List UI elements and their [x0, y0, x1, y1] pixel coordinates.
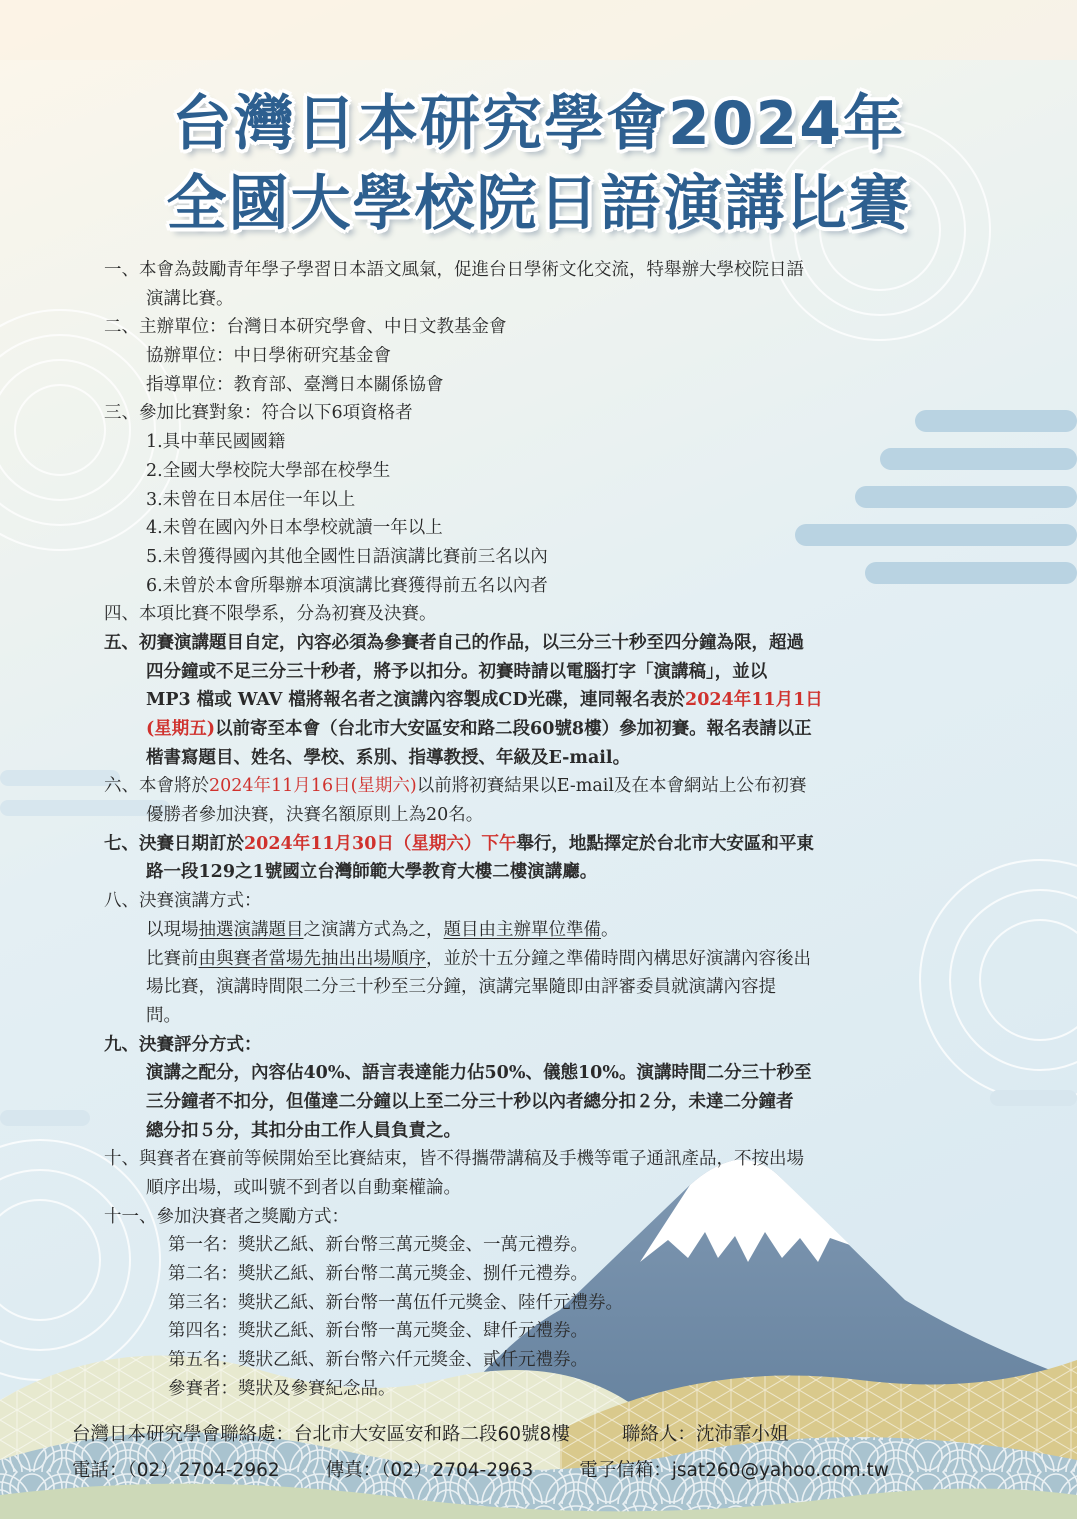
section-8-line-3: 場比賽，演講時間限二分三十秒至三分鐘，演講完畢隨即由評審委員就演講內容提: [146, 977, 776, 998]
section-1: 一、本會為鼓勵青年學子學習日本語文風氣，促進台日學術文化交流，特舉辦大學校院日語: [104, 260, 804, 280]
results-date: 2024年11月16日(星期六): [209, 776, 417, 797]
eligibility-item: 5.未曾獲得國內其他全國性日語演講比賽前三名以內: [146, 546, 548, 567]
section-7: 七、決賽日期訂於2024年11月30日（星期六）下午舉行，地點擇定於台北市大安區和平東: [104, 833, 814, 854]
section-5-line-4: (星期五)以前寄至本會（台北市大安區安和路二段60號8樓）參加初賽。報名表請以正: [146, 719, 812, 739]
section-6-line-2: 優勝者參加決賽，決賽名額原則上為20名。: [146, 805, 484, 826]
rules-body: [104, 256, 964, 1404]
section-5-line-5: 楷書寫題目、姓名、學校、系別、指導教授、年級及E-mail。: [146, 747, 631, 768]
footer-phone-line: [72, 1456, 1012, 1482]
section-8-line-2: 比賽前由與賽者當場先抽出出場順序，並於十五分鐘之準備時間內構思好演講內容後出: [146, 948, 811, 969]
prize-item: 第三名：獎狀乙紙、新台幣一萬伍仟元獎金、陸仟元禮券。: [168, 1292, 623, 1313]
co-organizer: 協辦單位：中日學術研究基金會: [146, 346, 391, 367]
prize-item: 第二名：獎狀乙紙、新台幣二萬元獎金、捌仟元禮券。: [168, 1264, 588, 1285]
eligibility-item: 2.全國大學校院大學部在校學生: [146, 460, 391, 481]
section-4: 四、本項比賽不限學系，分為初賽及決賽。: [104, 604, 437, 625]
section-5-line-3: MP3 檔或 WAV 檔將報名者之演講內容製成CD光碟，連同報名表於2024年11月1日: [146, 690, 823, 711]
phone-number: 電話：（02）2704-2962: [72, 1460, 280, 1481]
section-7-line-2: 路一段129之1號國立台灣師範大學教育大樓二樓演講廳。: [146, 862, 598, 883]
office-address: 台灣日本研究學會聯絡處：台北市大安區安和路二段60號8樓: [72, 1424, 570, 1445]
eligibility-item: 3.未曾在日本居住一年以上: [146, 489, 356, 510]
section-2: 二、主辦單位：台灣日本研究學會、中日文教基金會: [104, 317, 507, 338]
section-11: 十一、參加決賽者之獎勵方式：: [104, 1206, 349, 1227]
prize-item: 第四名：獎狀乙紙、新台幣一萬元獎金、肆仟元禮券。: [168, 1321, 588, 1342]
eligibility-item: 6.未曾於本會所舉辦本項演講比賽獲得前五名以內者: [146, 575, 548, 596]
section-8: 八、決賽演講方式：: [104, 891, 262, 912]
fax-number: 傳真：（02）2704-2963: [325, 1460, 534, 1481]
section-10-line-2: 順序出場，或叫號不到者以自動棄權論。: [146, 1178, 461, 1198]
section-3: 三、參加比賽對象：符合以下6項資格者: [104, 403, 413, 424]
prize-item: 第五名：獎狀乙紙、新台幣六仟元獎金、貳仟元禮券。: [168, 1350, 588, 1371]
section-5: 五、初賽演講題目自定，內容必須為參賽者自己的作品，以三分三十秒至四分鐘為限，超過: [104, 632, 804, 653]
contact-person: 聯絡人：沈沛霏小姐: [621, 1424, 789, 1445]
section-5-line-2: 四分鐘或不足三分三十秒者，將予以扣分。初賽時請以電腦打字「演講稿」，並以: [146, 661, 768, 682]
prize-item: 第一名：獎狀乙紙、新台幣三萬元獎金、一萬元禮券。: [168, 1235, 588, 1256]
section-9: 九、決賽評分方式：: [104, 1034, 262, 1055]
section-9-line-1: 演講之配分，內容佔40%、語言表達能力佔50%、儀態10%。演講時間二分三十秒至: [146, 1063, 812, 1084]
email-address: 電子信箱：jsat260@yahoo.com.tw: [579, 1460, 889, 1481]
footer-contact-line: [72, 1420, 1012, 1446]
advisor: 指導單位：教育部、臺灣日本關係協會: [146, 374, 444, 395]
section-8-line-4: 問。: [146, 1005, 181, 1026]
deadline-weekday: (星期五): [146, 719, 216, 739]
poster-title-line-1: 台灣日本研究學會2024年: [172, 89, 905, 159]
eligibility-item: 4.未曾在國內外日本學校就讀一年以上: [146, 518, 443, 539]
section-8-line-1: 以現場抽選演講題目之演講方式為之，題目由主辦單位準備。: [146, 919, 619, 940]
prize-item: 參賽者：獎狀及參賽紀念品。: [168, 1378, 396, 1399]
section-6: 六、本會將於2024年11月16日(星期六)以前將初賽結果以E-mail及在本會網站上公布初賽: [104, 776, 807, 797]
final-date: 2024年11月30日（星期六）下午: [244, 833, 517, 854]
section-1-cont: 演講比賽。: [146, 288, 234, 309]
section-10: 十、與賽者在賽前等候開始至比賽結束，皆不得攜帶講稿及手機等電子通訊產品，不按出場: [104, 1149, 804, 1170]
section-9-line-2: 三分鐘者不扣分，但僅達二分鐘以上至二分三十秒以內者總分扣２分，未達二分鐘者: [146, 1091, 794, 1112]
section-9-line-3: 總分扣５分，其扣分由工作人員負責之。: [146, 1120, 461, 1141]
eligibility-item: 1.具中華民國國籍: [146, 432, 286, 453]
deadline-date: 2024年11月1日: [685, 690, 823, 711]
poster-title-line-2: 全國大學校院日語演講比賽: [166, 169, 911, 239]
